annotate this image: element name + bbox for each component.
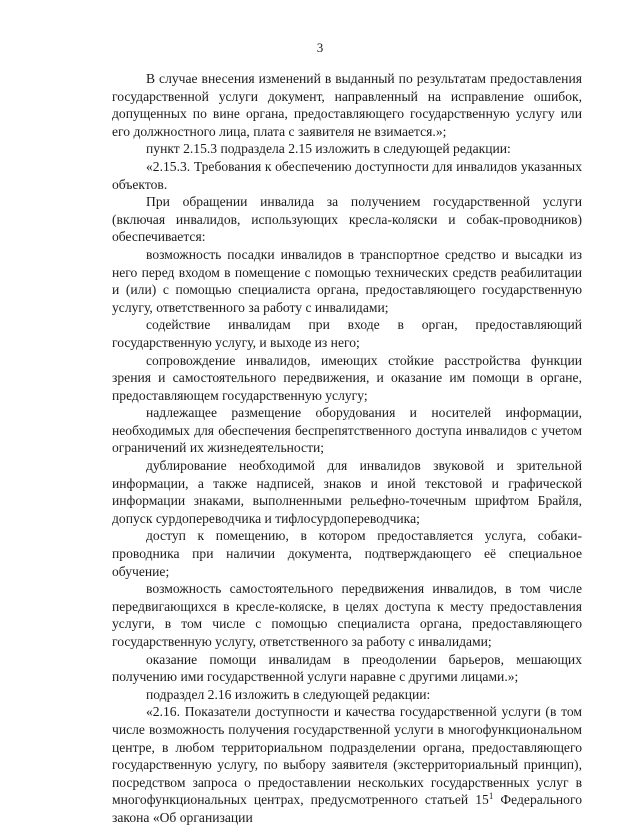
paragraph: содействие инвалидам при входе в орган, предоставляющий государственную услугу, и выходе из него; <box>112 317 582 350</box>
article-superscript: 1 <box>488 791 494 802</box>
paragraph: надлежащее размещение оборудования и носителей информации, необходимых для обеспечения беспрепятственного доступа инвалидов с учетом ограничений их жизнедеятельности; <box>112 405 582 456</box>
paragraph: пункт 2.15.3 подраздела 2.15 изложить в следующей редакции: <box>146 141 511 157</box>
paragraph: дублирование необходимой для инвалидов звуковой и зрительной информации, а также надписей, знаков и иной текстовой и графической информации знаками, выполненными рельефно-точечным шрифтом Брайля, допуск сурдопереводчика и тифлосурдопереводчика; <box>112 458 582 526</box>
paragraph: подраздел 2.16 изложить в следующей редакции: <box>146 686 431 702</box>
paragraph: «2.15.3. Требования к обеспечению доступности для инвалидов указанных объектов. <box>112 158 582 192</box>
document-body <box>112 70 582 827</box>
paragraph: оказание помощи инвалидам в преодолении барьеров, мешающих получению ими государственной услуги наравне с другими лицами.»; <box>112 651 582 685</box>
paragraph-last <box>112 703 582 826</box>
paragraph-last-tail: Федерального закона «Об организации <box>112 792 583 825</box>
paragraph-last-text: «2.16. Показатели доступности и качества государственной услуги (в том числе возможность получения государственной услуги в многофункциональном центре, в любом территориальном подразделении органа, предоставляющего государственную услугу, по выбору заявителя (экстерриториальный принцип), посредством запроса о предоставлении нескольких государственных услуг в многофункциональных центрах, предусмотренного статьей 15 <box>112 704 582 808</box>
page-number: 3 <box>316 40 324 55</box>
paragraph: сопровождение инвалидов, имеющих стойкие расстройства функции зрения и самостоятельного передвижения, и оказание им помощи в органе, предоставляющем государственную услугу; <box>112 352 582 403</box>
paragraph: возможность посадки инвалидов в транспортное средство и высадки из него перед входом в помещение с помощью технических средств реабилитации и (или) с помощью специалиста органа, предоставляющего государственную услугу, ответственного за работу с инвалидами; <box>112 246 582 315</box>
paragraph: возможность самостоятельного передвижения инвалидов, в том числе передвигающихся в кресле-коляске, в целях доступа к месту предоставления услуги, в том числе с помощью специалиста органа, предоставляющего государственную услугу, ответственного за работу с инвалидами; <box>112 581 582 649</box>
paragraph: При обращении инвалида за получением государственной услуги (включая инвалидов, использующих кресла-коляски и собак-проводников) обеспечивается: <box>112 194 582 245</box>
paragraph: доступ к помещению, в котором предоставляется услуга, собаки-проводника при наличии документа, подтверждающего её специальное обучение; <box>112 528 582 579</box>
paragraph: В случае внесения изменений в выданный по результатам предоставления государственной услуги документ, направленный на исправление ошибок, допущенных по вине органа, предоставляющего государственную услугу или его должностного лица, плата с заявителя не взимается.»; <box>112 71 582 139</box>
